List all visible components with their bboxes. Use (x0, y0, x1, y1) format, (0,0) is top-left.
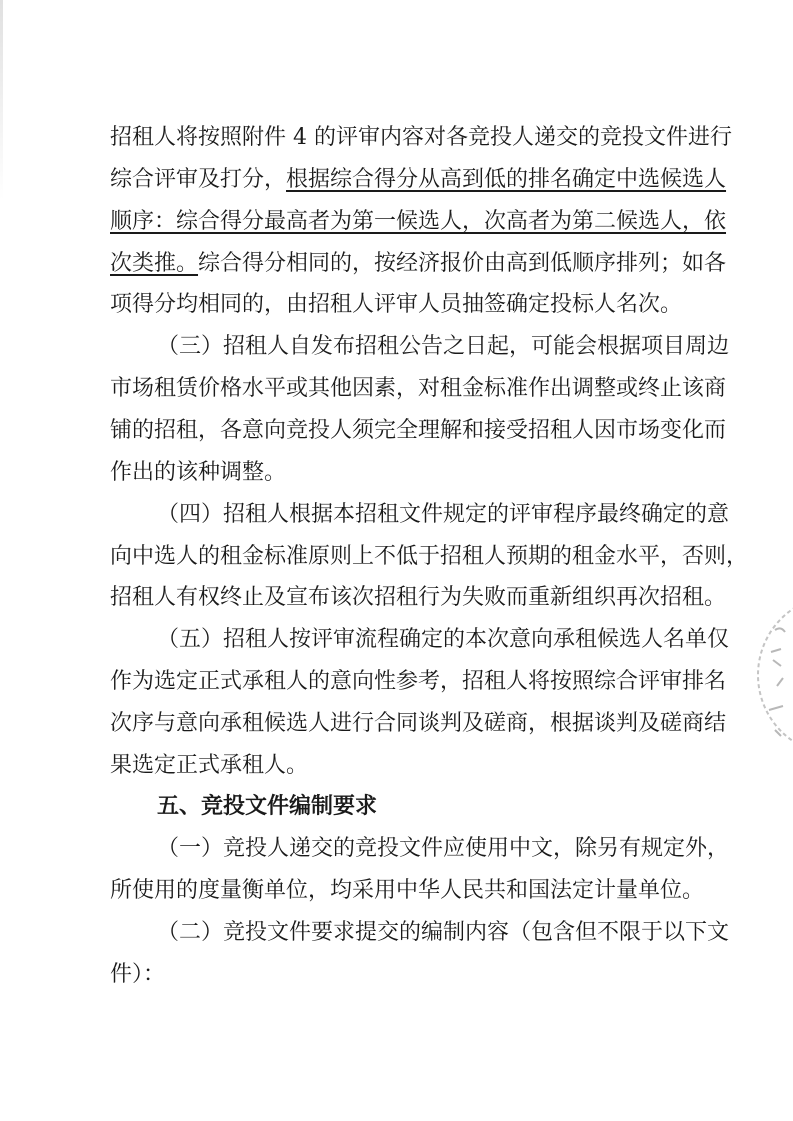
scoring-line-1: 招租人将按照附件 4 的评审内容对各竞投人递交的竞投文件进行 (110, 125, 732, 150)
scoring-line-2-underlined: 根据综合得分从高到低的排名确定中选候选人 (286, 167, 727, 192)
scoring-line-3: 顺序：综合得分最高者为第一候选人，次高者为第二候选人，依 (110, 209, 727, 234)
clause-3-line-3: 铺的招租，各意向竞投人须完全理解和接受招租人因市场变化而 (110, 418, 727, 443)
clause-4-line-2: 向中选人的租金标准原则上不低于招租人预期的租金水平，否则， (110, 544, 749, 569)
scoring-line-2 (110, 166, 727, 194)
clause-5-line-3: 次序与意向承租候选人进行合同谈判及磋商，根据谈判及磋商结 (110, 711, 727, 736)
clause-3-line-1: （三）招租人自发布招租公告之日起，可能会根据项目周边 (157, 334, 730, 359)
clause-4-line-3: 招租人有权终止及宣布该次招租行为失败而重新组织再次招租。 (110, 585, 727, 610)
scoring-line-4 (110, 250, 727, 278)
section-5-item-2-line-1: （二）竞投文件要求提交的编制内容（包含但不限于以下文 (157, 920, 730, 945)
scoring-line-4-underlined: 次类推。 (110, 251, 199, 276)
section-5-heading: 五、竞投文件编制要求 (157, 794, 378, 819)
section-5-item-1-line-1: （一）竞投人递交的竞投文件应使用中文，除另有规定外， (157, 836, 730, 861)
clause-3-line-4: 作出的该种调整。 (110, 460, 287, 485)
page-edge-shadow (0, 0, 3, 200)
clause-3-line-2: 市场租赁价格水平或其他因素，对租金标准作出调整或终止该商 (110, 376, 727, 401)
scoring-line-4-plain: 综合得分相同的，按经济报价由高到低顺序排列；如各 (198, 251, 727, 276)
clause-4-line-1: （四）招租人根据本招租文件规定的评审程序最终确定的意 (157, 502, 730, 527)
clause-5-line-2: 作为选定正式承租人的意向性参考，招租人将按照综合评审排名 (110, 669, 727, 694)
scoring-line-5: 项得分均相同的，由招租人评审人员抽签确定投标人名次。 (110, 292, 683, 317)
scoring-line-2-plain: 综合评审及打分， (110, 167, 287, 192)
seal-stamp-graphic (753, 590, 793, 760)
section-5-item-1-line-2: 所使用的度量衡单位，均采用中华人民共和国法定计量单位。 (110, 878, 705, 903)
partial-seal-stamp (753, 590, 793, 760)
section-5-item-2-line-2: 件）： (110, 962, 166, 987)
clause-5-line-4: 果选定正式承租人。 (110, 753, 309, 778)
clause-5-line-1: （五）招租人按评审流程确定的本次意向承租候选人名单仅 (157, 627, 730, 652)
